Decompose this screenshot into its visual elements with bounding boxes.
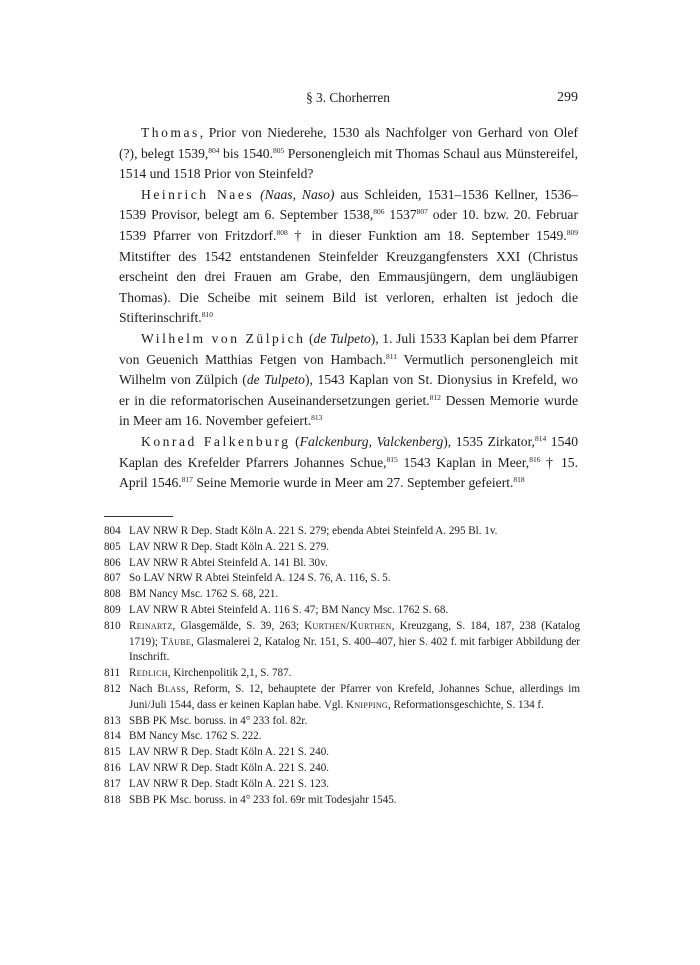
text-run: bis 1540. [219, 145, 274, 161]
text-run: LAV NRW R Dep. Stadt Köln A. 221 S. 279; ebenda Abtei Steinfeld A. 295 Bl. 1v. [129, 525, 498, 537]
footnote-text [129, 745, 580, 761]
text-run: † 15. April 1546. [119, 454, 578, 491]
author-name: Redlich [129, 667, 168, 680]
text-run: 1543 Kaplan in Meer, [397, 454, 530, 470]
footnote [104, 714, 580, 730]
footnote-text [129, 556, 580, 572]
footnote [104, 603, 580, 619]
footnote-ref: 812 [429, 392, 441, 402]
text-run: Seine Memorie wurde in Meer am 27. September gefeiert. [192, 475, 514, 491]
text-run: ), 1543 Kaplan von St. Dionysius in Krefeld, wo er in die reformatorischen Auseinandersetzungen geriet. [119, 372, 578, 408]
text-run: 1540 Kaplan des Krefelder Pfarrers Johannes Schue, [119, 433, 578, 470]
footnote-ref: 816 [529, 454, 541, 464]
footnote [104, 524, 580, 540]
biography-entry [119, 432, 578, 494]
text-run: LAV NRW R Dep. Stadt Köln A. 221 S. 279. [129, 540, 330, 553]
author-name: Reinartz [129, 619, 173, 632]
text-run: ( [305, 330, 314, 346]
footnote [104, 556, 580, 572]
footnote-ref: 807 [416, 207, 428, 217]
text-run: † in dieser Funktion am 18. September 1549. [287, 227, 567, 243]
text-run: LAV NRW R Abtei Steinfeld A. 141 Bl. 30v. [129, 556, 328, 569]
text-run: , Kirchenpolitik 2,1, S. 787. [167, 667, 292, 680]
text-run: So LAV NRW R Abtei Steinfeld A. 124 S. 76, A. 116, S. 5. [129, 572, 391, 585]
footnote-number: 812 [104, 682, 121, 695]
footnote [104, 666, 580, 682]
text-run: aus Schleiden, 1531–1536 Kellner, 1536–1539 Provisor, belegt am 6. September 1538, [119, 186, 578, 223]
footnote [104, 729, 580, 745]
text-run: , Reformationsgeschichte, S. 134 f. [388, 698, 544, 711]
footnote-number: 808 [104, 588, 121, 601]
footnote-ref: 804 [208, 145, 220, 155]
italic-text: de Tulpeto [246, 372, 305, 388]
person-name: Heinrich Naes [141, 186, 255, 202]
text-run: LAV NRW R Dep. Stadt Köln A. 221 S. 240. [129, 746, 330, 759]
footnote-text [129, 761, 580, 777]
footnote-number: 804 [104, 525, 121, 537]
footnote-text [129, 682, 580, 714]
footnote-number: 816 [104, 761, 121, 774]
footnote [104, 587, 580, 603]
footnote-text [129, 524, 580, 540]
footnote [104, 793, 580, 809]
italic-text: (Naas, Naso) [260, 186, 335, 202]
footnote-text [129, 603, 580, 619]
text-run: 1537 [384, 207, 417, 223]
footnote-number: 807 [104, 572, 121, 585]
footnote-text [129, 540, 580, 556]
footnote [104, 682, 580, 714]
text-run: Dessen Memorie wurde in Meer am 16. November gefeiert. [119, 392, 578, 429]
footnote-text [129, 777, 580, 793]
footnote-separator [104, 516, 173, 517]
page-number: 299 [557, 90, 578, 105]
biography-entry [119, 329, 578, 432]
author-name: Blass [157, 682, 186, 695]
footnote-ref: 809 [566, 227, 578, 237]
footnote-text [129, 714, 580, 730]
footnote-number: 810 [104, 619, 121, 632]
footnote-ref: 817 [181, 475, 193, 485]
text-run: LAV NRW R Abtei Steinfeld A. 116 S. 47; BM Nancy Msc. 1762 S. 68. [129, 603, 449, 616]
text-run: Mitstifter des 1542 entstandenen Steinfelder Kreuzgangfensters XXI (Christus erscheint den drei Frauen am Grabe, den Emmausjüngern, dem ungläubigen Thomas). Die Scheibe mit seinem Bild ist verloren, erhalten ist jedoch die Stifterinschrift. [119, 248, 578, 326]
biography-entry [119, 123, 578, 185]
footnote [104, 540, 580, 556]
footnote-ref: 815 [386, 454, 398, 464]
person-name: Wilhelm von Zülpich [141, 330, 306, 346]
text-run: Personengleich mit Thomas Schaul aus Münstereifel, 1514 und 1518 Prior von Steinfeld? [119, 145, 578, 182]
text-run: Nach [129, 682, 158, 695]
footnote-number: 809 [104, 603, 121, 616]
footnote-number: 813 [104, 714, 121, 727]
author-name: Täube [160, 635, 192, 648]
text-run: ( [290, 433, 300, 449]
footnote-text [129, 729, 580, 745]
footnote-text [129, 571, 580, 587]
footnote-ref: 810 [201, 310, 213, 320]
text-run: BM Nancy Msc. 1762 S. 222. [129, 730, 262, 743]
text-run: , Reform, S. 12, behauptete der Pfarrer von Krefeld, Johannes Schue, allerdings im Juni/Juli 1544, dass er keinen Kaplan habe. Vgl. [129, 682, 580, 711]
footnote [104, 745, 580, 761]
footnote-text [129, 666, 580, 682]
footnote-text [129, 619, 580, 666]
text-run: oder 10. bzw. 20. Februar 1539 Pfarrer von Fritzdorf. [119, 207, 578, 243]
footnote-number: 811 [104, 667, 121, 680]
person-name: Thomas [141, 125, 200, 140]
footnote-ref: 814 [534, 433, 547, 443]
footnote-ref: 806 [373, 207, 385, 217]
footnote [104, 761, 580, 777]
italic-text: Falckenburg, Valckenberg [299, 433, 444, 449]
footnote-text [129, 587, 580, 603]
footnote-number: 818 [104, 793, 121, 806]
text-run: ), 1. Juli 1533 Kaplan bei dem Pfarrer von Geuenich Matthias Fetgen von Hambach. [119, 330, 578, 367]
footnote-ref: 805 [273, 145, 285, 155]
footnote [104, 619, 580, 666]
italic-text: de Tulpeto [313, 330, 371, 346]
text-run: SBB PK Msc. boruss. in 4° 233 fol. 82r. [129, 714, 308, 727]
footnote-ref: 813 [311, 413, 323, 423]
text-run: Vermutlich personengleich mit Wilhelm von Zülpich ( [119, 351, 578, 388]
author-name: Knipping [346, 698, 388, 711]
footnote-ref: 808 [276, 227, 288, 237]
text-run: LAV NRW R Dep. Stadt Köln A. 221 S. 123. [129, 777, 330, 790]
footnote-number: 814 [104, 730, 121, 743]
footnote-text [129, 793, 580, 809]
main-text [119, 123, 578, 494]
footnote-ref: 811 [386, 351, 397, 361]
footnote [104, 571, 580, 587]
footnote-number: 817 [104, 777, 121, 790]
person-name: Konrad Falkenburg [141, 433, 291, 449]
text-run: LAV NRW R Dep. Stadt Köln A. 221 S. 240. [129, 761, 330, 774]
footnote [104, 777, 580, 793]
text-run: , Prior von Niederehe, 1530 als Nachfolger von Gerhard von Olef (?), belegt 1539, [119, 125, 578, 161]
biography-entry [119, 185, 578, 329]
author-name: Kurthen/Kurthen [304, 619, 392, 632]
footnote-number: 806 [104, 556, 121, 569]
footnotes [104, 524, 580, 808]
footnote-number: 815 [104, 746, 121, 759]
footnote-number: 805 [104, 540, 121, 553]
text-run: BM Nancy Msc. 1762 S. 68, 221. [129, 588, 279, 601]
text-run: , Kreuzgang, S. 184, 187, 238 (Katalog 1719); [129, 619, 580, 648]
text-run: , Glasmalerei 2, Katalog Nr. 151, S. 400–407, hier S. 402 f. mit farbiger Abbildung der Inschrift. [129, 635, 580, 664]
page-header [118, 90, 578, 110]
text-run: ), 1535 Zirkator, [443, 433, 535, 449]
running-head: § 3. Chorherren [306, 90, 390, 105]
text-run: , Glasgemälde, S. 39, 263; [172, 619, 305, 632]
text-run: SBB PK Msc. boruss. in 4° 233 fol. 69r mit Todesjahr 1545. [129, 793, 397, 806]
footnote-ref: 818 [513, 475, 525, 485]
